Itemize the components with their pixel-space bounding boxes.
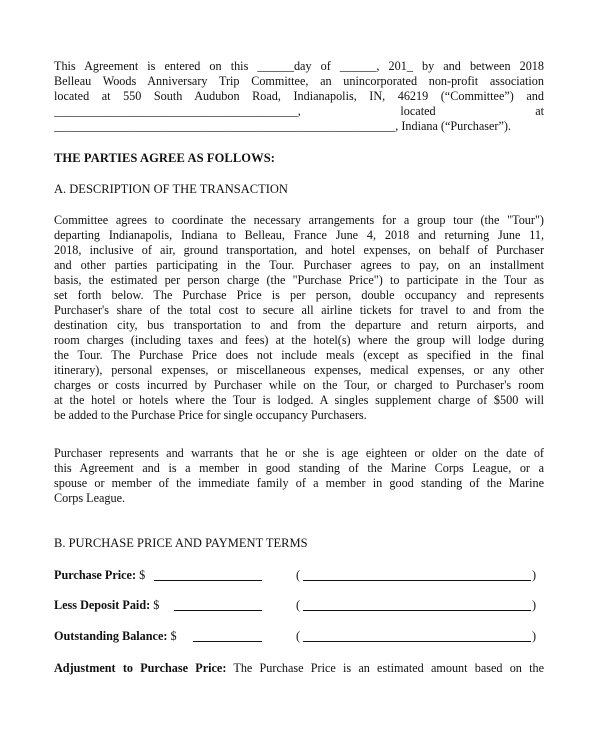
section-a-heading: A. DESCRIPTION OF THE TRANSACTION xyxy=(54,182,288,196)
purchase-price-words-field[interactable] xyxy=(303,580,531,581)
purchase-price-amount-field[interactable] xyxy=(154,580,262,581)
purchase-price-row xyxy=(54,568,544,584)
paragraph-line: charges or costs incurred by Purchaser while on the Tour, or charged to Purchaser's room xyxy=(54,378,544,392)
paren-close: ) xyxy=(532,629,537,643)
paragraph-line: basis, the estimated per person charge (the "Purchase Price") to participate in the Tour as xyxy=(54,273,544,287)
paragraph-line: room charges (including taxes and fees) at the hotel(s) where the group will lodge during xyxy=(54,333,544,347)
paren-open: ( xyxy=(296,629,301,643)
paren-open: ( xyxy=(296,568,301,582)
paragraph-line: itinerary), personal expenses, or miscellaneous expenses, medical expenses, or any other xyxy=(54,363,544,377)
paragraph-line: Corps League. xyxy=(54,491,126,505)
warranty-paragraph xyxy=(54,446,544,506)
description-paragraph xyxy=(54,213,544,423)
paren-open: ( xyxy=(296,598,301,612)
outstanding-balance-label: Outstanding Balance: $ xyxy=(54,629,177,643)
paren-close: ) xyxy=(532,568,537,582)
intro-line: This Agreement is entered on this ______day of ______, 201_ by and between 2018 xyxy=(54,59,544,73)
intro-line: ________________________________________, located at xyxy=(54,104,544,118)
outstanding-balance-amount-field[interactable] xyxy=(193,641,262,642)
paragraph-line: the Tour. The Purchase Price does not include meals (except as specified in the final xyxy=(54,348,544,362)
adjustment-line xyxy=(54,661,544,676)
adjustment-paragraph xyxy=(54,661,544,676)
adjustment-text: The Purchase Price is an estimated amount based on the xyxy=(226,661,544,675)
paragraph-line: destination city, bus transportation to and from the departure and return airports, and xyxy=(54,318,544,332)
intro-line: ________________________________________________________, Indiana (“Purchaser”). xyxy=(54,119,511,133)
paragraph-line: Purchaser's share of the total cost to secure all airline tickets for travel to and from the xyxy=(54,303,544,317)
intro-line: located at 550 South Audubon Road, Indianapolis, IN, 46219 (“Committee”) and xyxy=(54,89,544,103)
paragraph-line: and other parties participating in the Tour. Purchaser agrees to pay, on an installment xyxy=(54,258,544,272)
intro-paragraph xyxy=(54,59,544,134)
paren-close: ) xyxy=(532,598,537,612)
parties-heading: THE PARTIES AGREE AS FOLLOWS: xyxy=(54,151,276,165)
deposit-paid-label: Less Deposit Paid: $ xyxy=(54,598,160,612)
paragraph-line: this Agreement and is a member in good standing of the Marine Corps League, or a xyxy=(54,461,544,475)
outstanding-balance-words-field[interactable] xyxy=(303,641,531,642)
paragraph-line: 2018, inclusive of air, ground transportation, and hotel expenses, on behalf of Purchaser xyxy=(54,243,544,257)
paragraph-line: at the hotel or hotels where the Tour is lodged. A singles supplement charge of $500 will xyxy=(54,393,544,407)
outstanding-balance-row xyxy=(54,629,544,645)
intro-line: Belleau Woods Anniversary Trip Committee, an unincorporated non-profit association xyxy=(54,74,544,88)
adjustment-label: Adjustment to Purchase Price: xyxy=(54,661,227,675)
paragraph-line: set forth below. The Purchase Price is per person, double occupancy and represents xyxy=(54,288,544,302)
paragraph-line: departing Indianapolis, Indiana to Belleau, France June 4, 2018 and returning June 11, xyxy=(54,228,544,242)
paragraph-line: spouse or member of the immediate family of a member in good standing of the Marine xyxy=(54,476,544,490)
section-b-heading: B. PURCHASE PRICE AND PAYMENT TERMS xyxy=(54,536,308,550)
purchase-price-label: Purchase Price: $ xyxy=(54,568,146,582)
deposit-paid-row xyxy=(54,598,544,614)
deposit-paid-words-field[interactable] xyxy=(303,610,531,611)
deposit-paid-amount-field[interactable] xyxy=(174,610,262,611)
paragraph-line: Purchaser represents and warrants that he or she is age eighteen or older on the date of xyxy=(54,446,544,460)
paragraph-line: be added to the Purchase Price for single occupancy Purchasers. xyxy=(54,408,367,422)
paragraph-line: Committee agrees to coordinate the necessary arrangements for a group tour (the "Tour") xyxy=(54,213,544,227)
